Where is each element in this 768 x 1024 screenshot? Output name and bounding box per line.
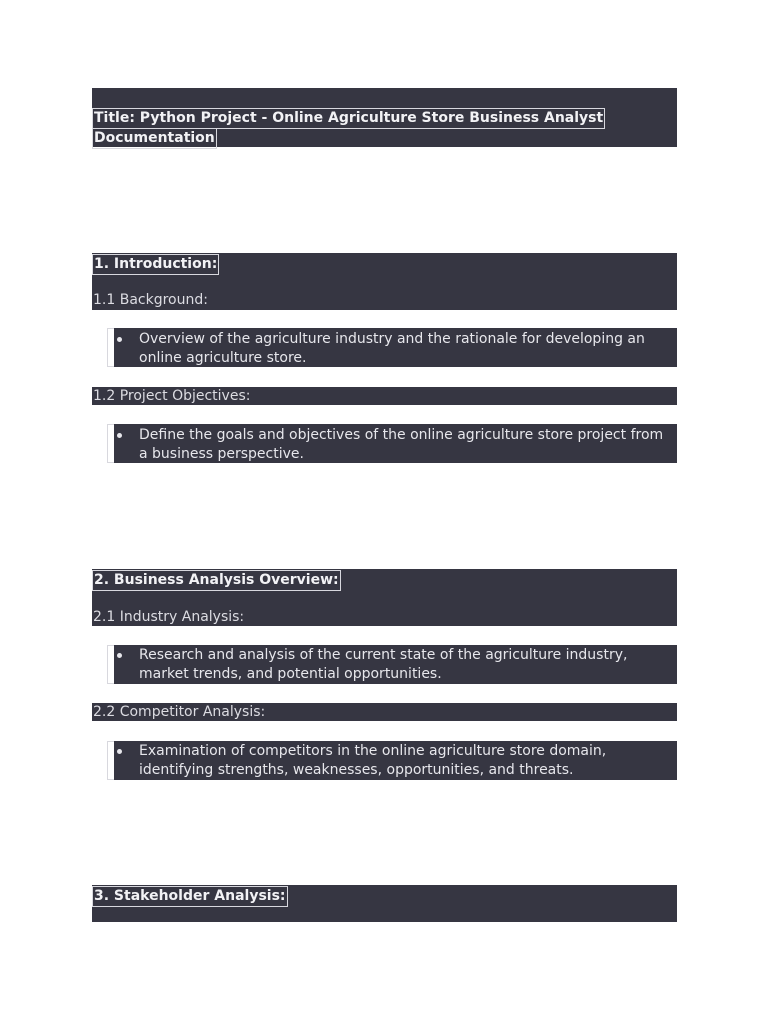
section-3-heading: 3. Stakeholder Analysis: [92,886,288,907]
bullet-1-1-text: Overview of the agriculture industry and the rationale for developing an online agriculture store. [139,331,645,366]
section-2-heading: 2. Business Analysis Overview: [92,570,341,591]
bullet-edge [107,328,114,367]
bullet-edge [107,741,114,780]
subsection-2-2-label: 2.2 Competitor Analysis: [93,704,266,720]
subsection-1-2-label: 1.2 Project Objectives: [93,388,251,404]
document-title-line-1: Title: Python Project - Online Agriculture Store Business Analyst [92,108,605,129]
subsection-2-1-label: 2.1 Industry Analysis: [93,609,245,625]
bullet-dot-icon [117,337,122,342]
bullet-dot-icon [117,433,122,438]
document-title-line-2: Documentation [92,128,217,149]
bullet-1-2-text: Define the goals and objectives of the online agriculture store project from a business perspective. [139,427,664,462]
bullet-edge [107,424,114,463]
bullet-2-2-text: Examination of competitors in the online agriculture store domain, identifying strengths, weaknesses, opportunities, and threats. [139,743,607,778]
bullet-dot-icon [117,653,122,658]
section-1-heading: 1. Introduction: [92,254,219,275]
bullet-dot-icon [117,749,122,754]
bullet-2-1-text: Research and analysis of the current state of the agriculture industry, market trends, and potential opportunities. [139,647,628,682]
subsection-1-1-label: 1.1 Background: [93,292,208,308]
bullet-edge [107,645,114,684]
